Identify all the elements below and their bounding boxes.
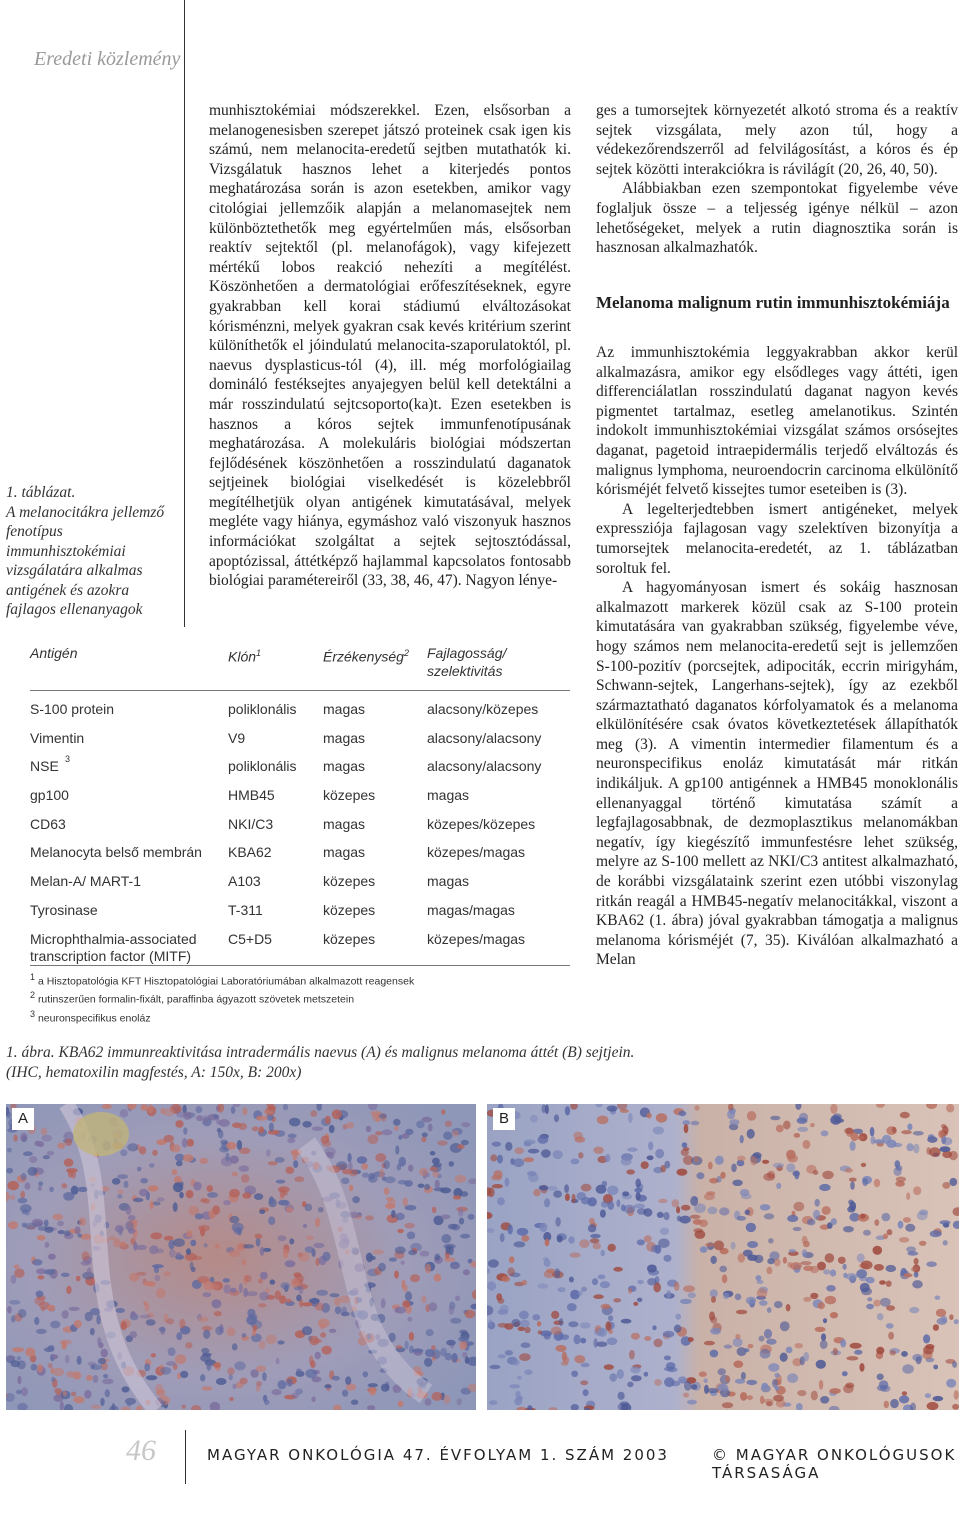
table-row [30,838,570,867]
table-cell: magas [427,787,470,804]
micrograph-panel-a [6,1104,476,1410]
table-row [30,781,570,810]
journal-name: MAGYAR ONKOLÓGIA 47. ÉVFOLYAM 1. SZÁM 2003 [207,1446,669,1464]
footnote-text: neuronspecifikus enoláz [37,1012,151,1024]
panel-label-a: A [12,1108,34,1130]
table-cell: közepes [323,901,376,918]
table-cell: magas [323,815,366,832]
table-cell: Melan-A/ MART-1 [30,873,141,890]
table-body [30,691,570,963]
header-antigen: Antigén [30,645,78,661]
copyright: © MAGYAR ONKOLÓGUSOK TÁRSASÁGA [712,1446,957,1482]
table-cell: HMB45 [228,787,275,804]
header-divider [184,0,185,627]
table-cell: magas [427,873,470,890]
table-cell: magas [323,701,366,717]
header-specificity: Fajlagosság/ szelektivitás [427,645,507,679]
table-cell: T-311 [228,901,263,918]
table-cell: Vimentin [30,729,85,746]
antigen-table [30,638,570,1025]
footnote-text: a Hisztopatológia KFT Hisztopatológiai Laboratóriumában alkalmazott reagensek [37,975,415,987]
footer-divider [185,1430,186,1484]
paragraph: A hagyományosan ismert és sokáig hasznosan alkalmazott markerek közül csak az S-100 protein kimutatására van gyakrabban szükség, figyelembe véve, hogy számos nem melanocita-eredetű sejt is jellemzően S-100-pozitív (porcsejtek, adipociták, eccrin mirigyhám, Schwann-sejtek, Langerhans-sejtek), így az ezekből származtatható daganatos kórfolyamatok és a melanoma elkülönítésére csak óvatos következtetések állapíthatók meg (3). A vimentin intermedier filamentum és a neuronspecifikus enoláz kimutatását már ritkán indikáljuk. A gp100 antigénnek a HMB45 monoklonális ellenanyaggal történő kimutatása számít a legfajlagosabbnak, de dezmoplasztikus melanomákban negatív, így kiegészítő immunfestésre lehet szükség, melyre az S-100 mellett az NKI/C3 antitest alkalmazható, de korábbi vizsgálataink szerint ezen utóbbi viszonylag ritkán reagál a HMB45-negatív melanocitákkal, viszont a KBA62 (1. ábra) jóval gyakrabban támogatja a malignus melanoma kórisméjét (7, 35). Kiválóan alkalmazható a Melan [596,579,958,969]
micrograph-a-image [6,1104,476,1410]
page-footer [0,1430,960,1490]
table-caption: 1. táblázat. A melanocitákra jellemző fenotípus immunhisztokémiai vizsgálatára alkalmas antigének és azokra fajlagos ellenanyagok [6,484,165,618]
footnote-text: rutinszerűen formalin-fixált, paraffinba ágyazott szövetek metszetein [37,993,355,1006]
figure-caption: 1. ábra. KBA62 immunreaktivitása intradermális naevus (A) és malignus melanoma áttét (B) sejtjein. (IHC, hematoxilin magfestés, A: 150x, B: 200x) [6,1044,635,1081]
table-cell: poliklonális [228,701,297,717]
panel-label-b: B [493,1108,515,1130]
table-footnote [30,988,570,1007]
table-cell: gp100 [30,787,69,804]
table-cell: magas [323,758,366,775]
body-column-right-top [596,101,958,258]
table-cell: NKI/C3 [228,815,274,832]
table-cell: közepes/közepes [427,815,536,832]
table-footnote [30,970,570,989]
table-cell: közepes/magas [427,930,526,947]
section-heading: Melanoma malignum rutin immunhisztokémiája [596,293,950,312]
table-row [30,867,570,896]
table-footnotes [30,965,570,1026]
table-cell: alacsony/alacsony [427,758,542,775]
table-cell: közepes [323,873,376,890]
body-column-left [209,101,571,591]
footnote-number: 1 [30,971,36,982]
table-header [30,638,570,691]
header-sensitivity: Érzékenység$^2$ [323,648,409,665]
body-column-right [596,343,958,970]
paragraph: A legelterjedtebben ismert antigéneket, melyek expressziója fajlagosan vagy szelektíven bizonyítja a tumorsejtek melanocita-eredetét, az 1. táblázatban soroltuk fel. [596,500,958,577]
table-cell: magas [323,729,366,746]
table-row [30,896,570,925]
paragraph: Az immunhisztokémia leggyakrabban akkor kerül alkalmazásra, amikor egy elsődleges vagy áttéti, igen differenciálatlan rosszindulatú daganat nagyon kevés pigmentet tartalmaz, esetleg amelanotikus. Szintén indokolt immunhisztokémiai vizsgálat számos orsósejtes daganat, pagetoid intraepidermális terjedő elváltozás és malignus lymphoma, neuroendocrin carcinoma elkülönítő kórisméjét felvető kissejtes tumor eseteiben is (3). [596,344,958,499]
table-row [30,695,570,724]
table-cell: magas/magas [427,901,515,918]
table-cell: alacsony/közepes [427,701,539,717]
table-cell: NSE [30,758,59,775]
table-row [30,810,570,839]
table-row [30,925,570,963]
table-cell: Melanocyta belső membrán [30,844,202,861]
footnote-mark: 3 [65,754,71,765]
footnote-number: 2 [30,990,36,1000]
table-cell: magas [323,844,366,861]
footnote-number: 3 [30,1008,36,1019]
table-cell: poliklonális [228,758,297,775]
page-number: 46 [126,1434,156,1467]
table-cell: közepes [323,787,376,804]
table-cell: Tyrosinase [30,901,98,918]
table-row [30,724,570,753]
table-cell: KBA62 [228,844,272,861]
table-cell: C5+D5 [228,930,272,947]
table-cell: CD63 [30,815,66,832]
table-cell: közepes/magas [427,844,526,861]
table-cell: alacsony/alacsony [427,729,542,746]
table-cell: Microphthalmia-associated transcription factor (MITF) [30,930,197,964]
micrograph-panel-b [487,1104,959,1410]
micrograph-b-image [487,1104,959,1410]
header-clone: Klón$^1$ [228,648,262,665]
paragraph: Alábbiakban ezen szempontokat figyelembe véve foglaljuk össze – a teljesség igénye nélkül – azon lehetőségeket, melyek a rutin diagnosztika során is hasznosan alkalmazhatók. [596,180,958,257]
paragraph: munhisztokémiai módszerekkel. Ezen, elsősorban a melanogenesisben szerepet játszó proteinek csak igen kis számú, nem melanocita-eredetű sejtben mutathatók ki. Vizsgálatuk hasznos lehet a kiterjedés pontos meghatározása során is azon esetekben, amikor vagy citológiai jellemzőik alapján a melanomasejtek nem különböztethetők meg egyértelműen más, elsősorban reaktív sejtektől (pl. melanofágok), vagy kifejezett mértékű lobos reakció nehezíti a megítélést. Köszönhetően a dermatológiai erőfeszítéseknek, egyre gyakrabban kell korai stádiumú elváltozásokat kórisménzni, melyek gyakran csak kevés kritérium szerint különíthetők el jóindulatú melanocita-szaporulatoktól, pl. naevus dysplasticus-tól (4), ill. még morfológiailag domináló festéksejtes anyajegyen belül kell detektálni a már rosszindulatú sejtcsoporto(ka)t. Ezen esetekben is hasznos a kóros sejtek immunfenotípusának meghatározása. A molekuláris biológiai módszertan fejlődésének köszönhetően a rosszindulatú daganatok sejtjeinek biológiai viselkedését is közelebbről megítélhetjük olyan antigének kimutatásával, melyek megléte vagy hiánya, egymáshoz való viszonyuk hasznos információkat szolgáltat a sejtek sejtosztódással, apoptózissal, áttétképző hajlammal kapcsolatos fontosabb biológiai paramétereiről (33, 38, 46, 47). Nagyon lénye- [209,102,571,590]
table-cell: közepes [323,930,376,947]
table-cell: V9 [228,729,246,746]
table-cell: A103 [228,873,261,890]
table-cell: S-100 protein [30,701,115,717]
section-label: Eredeti közlemény [34,48,181,70]
table-footnote [30,1007,570,1026]
paragraph: ges a tumorsejtek környezetét alkotó stroma és a reaktív sejtek vizsgálata, mely azon túl, hogy a védekezőrendszerről ad felvilágosítást, a kóros és ép sejtek közötti interakciókra is rávilágít (20, 26, 40, 50). [596,102,958,178]
table-row [30,752,570,781]
